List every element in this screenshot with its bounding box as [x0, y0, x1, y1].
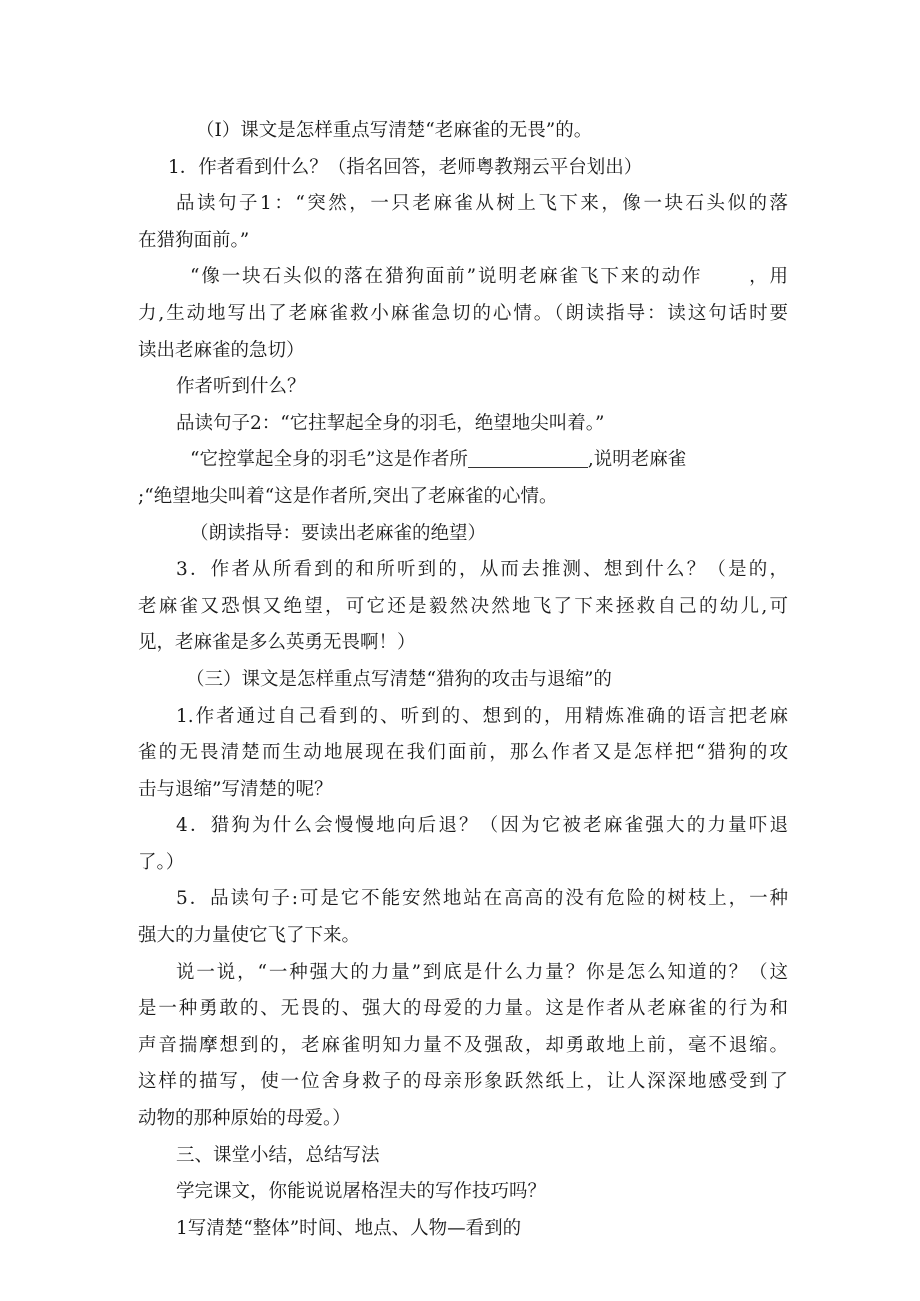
- fill-in-text-end: ,说明老麻雀: [587, 449, 687, 471]
- paragraph-line: 这样的描写，使一位舍身救子的母亲形象跃然纸上，让人深深地感受到了: [138, 1071, 788, 1093]
- fill-in-text-start: “它控掌起全身的羽毛”这是作者所: [190, 449, 468, 471]
- paragraph-line: “像一块石头似的落在猎狗面前”说明老麻雀飞下来的动作 ，用: [190, 266, 788, 288]
- paragraph-line: 说一说，“一种强大的力量”到底是什么力量？你是怎么知道的？（这: [176, 961, 788, 983]
- summary-point-1: 1写清楚“整体”时间、地点、人物—看到的: [176, 1217, 522, 1239]
- document-body: [138, 113, 788, 1247]
- section-heading-3: （三）课文是怎样重点写清楚“猎狗的攻击与退缩”的: [186, 668, 612, 690]
- paragraph-line: 力,生动地写出了老麻雀救小麻雀急切的心情。（朗读指导：读这句话时要: [138, 302, 788, 324]
- section-heading-summary: 三、课堂小结，总结写法: [176, 1144, 380, 1166]
- paragraph-line: 是一种勇敢的、无畏的、强大的母爱的力量。这是作者从老麻雀的行为和: [138, 998, 788, 1020]
- paragraph-line: 击与退缩”写清楚的呢？: [138, 778, 333, 800]
- paragraph-line: 声音揣摩想到的，老麻雀明知力量不及强敌，却勇敢地上前，毫不退缩。: [138, 1034, 788, 1056]
- question-1: 1．作者看到什么？（指名回答，老师粤教翔云平台划出）: [168, 156, 643, 178]
- paragraph-line: 1.作者通过自己看到的、听到的、想到的，用精炼准确的语言把老麻: [176, 705, 788, 727]
- paragraph-line: 读出老麻雀的急切）: [138, 339, 305, 361]
- paragraph-line: 雀的无畏清楚而生动地展现在我们面前，那么作者又是怎样把“猎狗的攻: [138, 742, 788, 764]
- question-4: 4．猎狗为什么会慢慢地向后退？（因为它被老麻雀强大的力量吓退: [176, 815, 788, 837]
- question-3: 3．作者从所看到的和所听到的，从而去推测、想到什么？（是的，: [176, 559, 788, 581]
- paragraph-line: 强大的力量使它飞了下来。: [138, 925, 361, 947]
- question-line: 学完课文，你能说说屠格涅夫的写作技巧吗？: [176, 1181, 547, 1203]
- question-line: 作者听到什么？: [176, 376, 306, 398]
- quote-sentence-2: 品读句子2：“它拄挈起全身的羽毛，绝望地尖叫着。”: [176, 412, 605, 434]
- fill-in-blank: [468, 449, 588, 469]
- paragraph-line: 了。）: [138, 851, 185, 873]
- question-5: 5．品读句子:可是它不能安然地站在高高的没有危险的树枝上，一种: [176, 888, 788, 910]
- fill-in-line: [138, 442, 788, 479]
- paragraph-line: 动物的那种原始的母爱。）: [138, 1108, 351, 1130]
- section-heading-1: （I）课文是怎样重点写清楚“老麻雀的无畏”的。: [196, 120, 593, 141]
- paragraph-line: ;“绝望地尖叫着“这是作者所,突出了老麻雀的心情。: [138, 485, 558, 507]
- paragraph-line: 老麻雀又恐惧又绝望，可它还是毅然决然地飞了下来拯救自己的幼儿,可: [138, 595, 788, 617]
- reading-guidance: （朗读指导：要读出老麻雀的绝望）: [190, 522, 487, 544]
- paragraph-line: 在猎狗面前。”: [138, 229, 250, 251]
- paragraph-line: 品读句子1：“突然，一只老麻雀从树上飞下来，像一块石头似的落: [176, 193, 788, 215]
- paragraph-line: 见，老麻雀是多么英勇无畏啊！）: [138, 632, 416, 654]
